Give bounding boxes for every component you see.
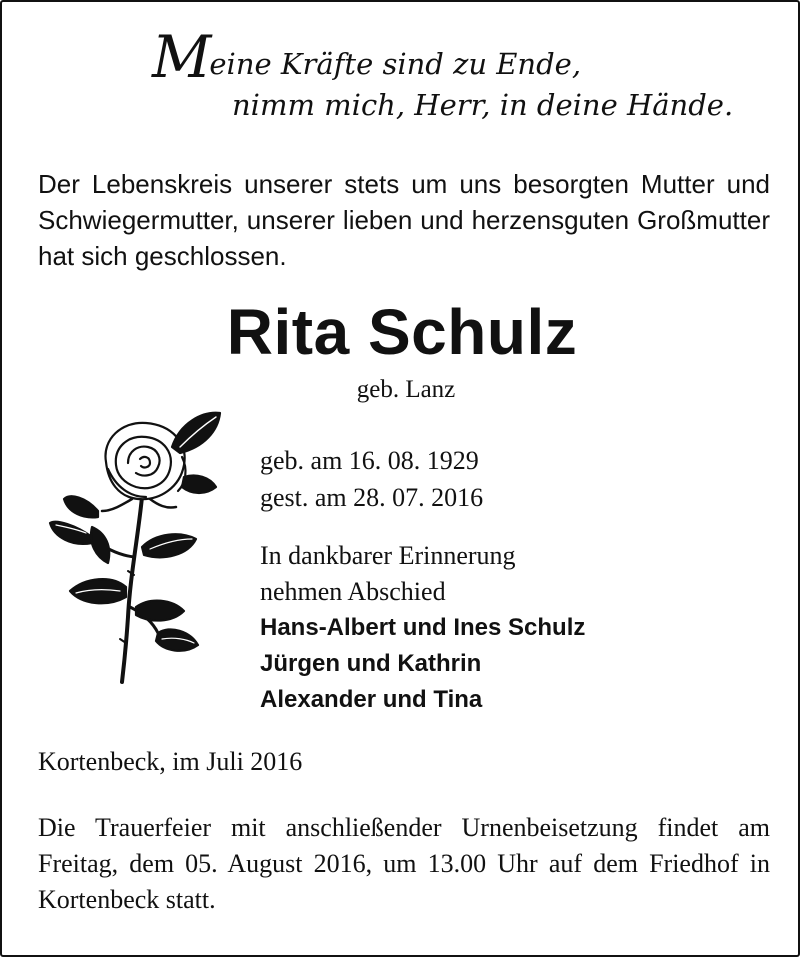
intro-paragraph: Der Lebenskreis unserer stets um uns besorgten Mutter und Schwiegermutter, unserer lieben und herzensguten Großmutter hat sich geschlossen. — [38, 169, 770, 271]
maiden-name: geb. Lanz — [356, 376, 456, 403]
motto-verse — [142, 23, 742, 126]
farewell-text — [260, 538, 516, 610]
mourner-name: Alexander und Tina — [260, 686, 483, 713]
farewell-line-2: nehmen Abschied — [260, 577, 446, 606]
farewell-line-1: In dankbarer Erinnerung — [260, 541, 516, 570]
deceased-name: Rita Schulz — [226, 296, 578, 368]
mourner-name: Hans-Albert und Ines Schulz — [260, 614, 586, 641]
place-and-date: Kortenbeck, im Juli 2016 — [38, 747, 303, 776]
motto-initial: M — [152, 23, 212, 91]
life-dates — [260, 442, 483, 516]
mourner-name: Jürgen und Kathrin — [260, 650, 482, 677]
rose-icon — [46, 407, 226, 687]
motto-line-1 — [142, 23, 742, 91]
funeral-notice: Die Trauerfeier mit anschließender Urnenbeisetzung findet am Freitag, dem 05. August 2016, um 13.00 Uhr auf dem Friedhof in Kortenbeck statt. — [38, 813, 770, 914]
mourners-list — [260, 610, 585, 718]
motto-line-1-text: eine Kräfte sind zu Ende, — [209, 47, 582, 81]
death-date: gest. am 28. 07. 2016 — [260, 483, 484, 512]
motto-line-2: nimm mich, Herr, in deine Hände. — [232, 88, 734, 122]
birth-date: geb. am 16. 08. 1929 — [260, 446, 479, 475]
